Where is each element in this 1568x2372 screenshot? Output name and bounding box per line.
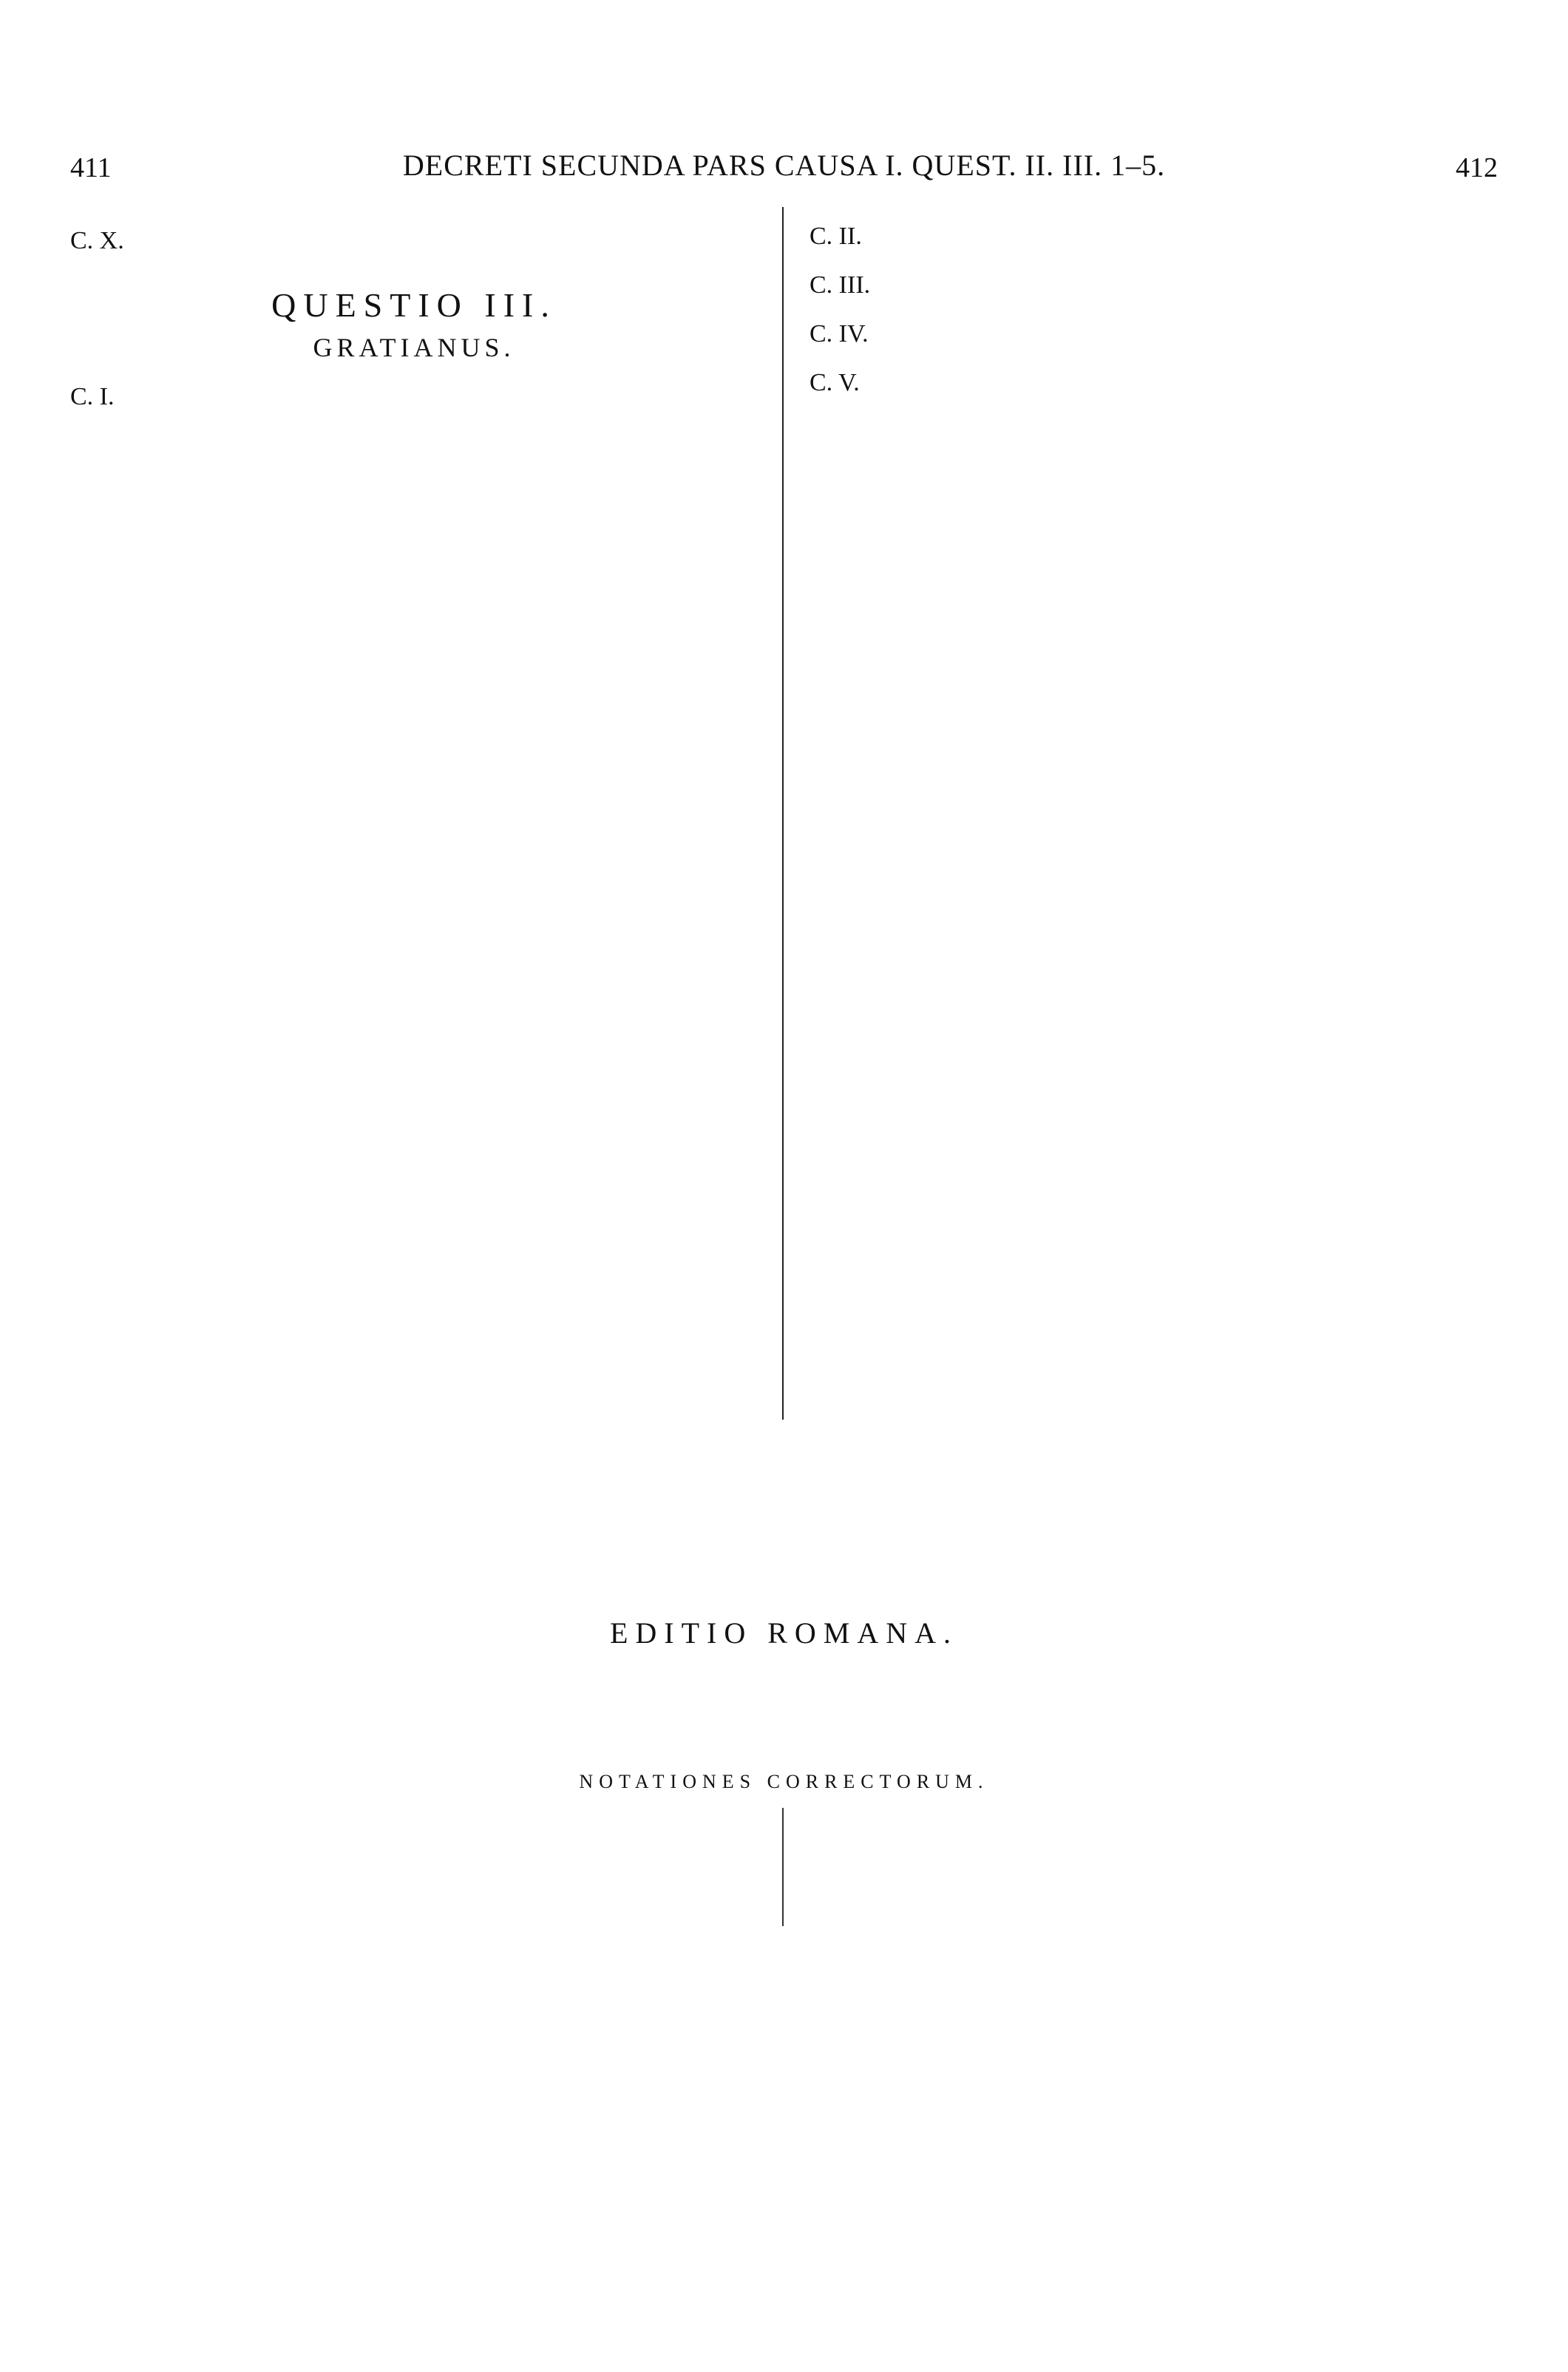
page-number-right: 412	[1456, 152, 1498, 183]
chapter-number: C. II.	[810, 223, 862, 250]
chapter-number: C. V.	[810, 369, 860, 396]
left-column	[70, 207, 758, 1597]
running-title: DECRETI SECUNDA PARS CAUSA I. QUEST. II. III. 1–5.	[402, 149, 1166, 182]
chapter-heading	[810, 319, 1497, 349]
column-divider	[782, 207, 784, 1420]
chapter-number: C. IV.	[810, 320, 869, 348]
chapter-number: C. I.	[70, 383, 115, 410]
editio-romana-heading: EDITIO ROMANA.	[609, 1616, 959, 1650]
chapter-heading	[70, 226, 758, 256]
notes-divider	[782, 1808, 784, 1926]
chapter-number: C. X.	[70, 227, 124, 254]
chapter-heading	[810, 222, 1497, 251]
chapter-number: C. III.	[810, 271, 871, 299]
chapter-heading	[70, 382, 758, 412]
questio-heading: QUESTIO III.	[271, 286, 557, 324]
gratianus-heading: GRATIANUS.	[313, 333, 515, 362]
right-column	[810, 207, 1497, 1597]
chapter-heading	[810, 271, 1497, 300]
page-number-left: 411	[70, 152, 112, 183]
chapter-heading	[810, 368, 1497, 398]
notationes-heading: NOTATIONES CORRECTORUM.	[579, 1771, 989, 1792]
